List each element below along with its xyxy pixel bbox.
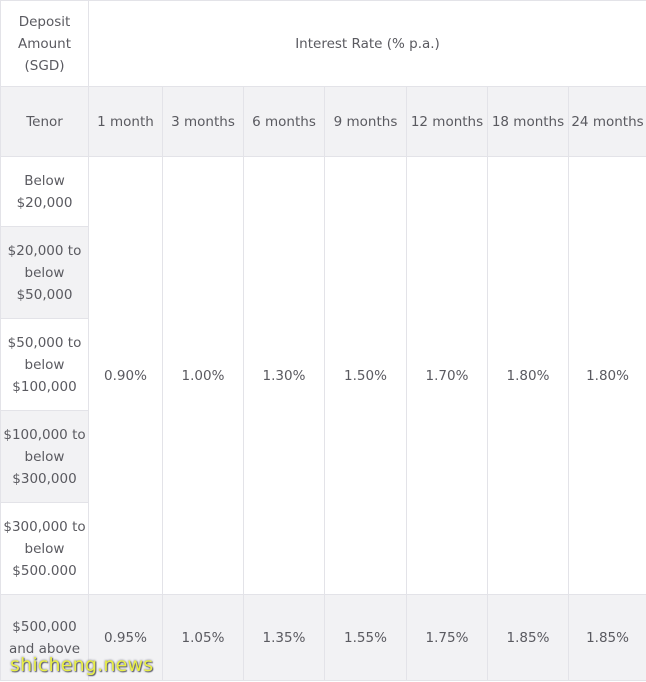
tenor-cell: 18 months (488, 87, 569, 157)
rate-cell: 1.70% (407, 157, 488, 595)
deposit-amount-cell: Below $20,000 (1, 157, 89, 227)
rate-cell: 1.05% (163, 595, 244, 681)
deposit-amount-cell: $50,000 to below $100,000 (1, 319, 89, 411)
tenor-cell: 12 months (407, 87, 488, 157)
tenor-label: Tenor (1, 87, 89, 157)
tenor-cell: 6 months (244, 87, 325, 157)
table-row (1, 157, 646, 227)
rate-cell: 1.75% (407, 595, 488, 681)
rate-cell: 1.80% (569, 157, 646, 595)
tenor-cell: 1 month (89, 87, 163, 157)
rate-cell: 1.85% (488, 595, 569, 681)
watermark: shicheng.news (10, 654, 154, 676)
deposit-amount-cell: $20,000 to below $50,000 (1, 227, 89, 319)
table-header-row (1, 1, 646, 87)
tenor-cell: 9 months (325, 87, 407, 157)
rate-cell: 1.80% (488, 157, 569, 595)
rate-cell: 0.95% (89, 595, 163, 681)
deposit-amount-cell: $500,000 and above (1, 595, 89, 681)
tenor-cell: 24 months (569, 87, 646, 157)
rate-cell: 1.30% (244, 157, 325, 595)
rate-cell: 1.50% (325, 157, 407, 595)
rate-cell: 1.55% (325, 595, 407, 681)
rate-cell: 1.00% (163, 157, 244, 595)
interest-rate-header: Interest Rate (% p.a.) (89, 1, 646, 87)
deposit-amount-cell: $100,000 to below $300,000 (1, 411, 89, 503)
rate-cell: 1.85% (569, 595, 646, 681)
rate-cell: 0.90% (89, 157, 163, 595)
deposit-amount-cell: $300,000 to below $500.000 (1, 503, 89, 595)
deposit-amount-header: Deposit Amount (SGD) (1, 1, 89, 87)
rate-cell: 1.35% (244, 595, 325, 681)
tenor-row (1, 87, 646, 157)
tenor-cell: 3 months (163, 87, 244, 157)
